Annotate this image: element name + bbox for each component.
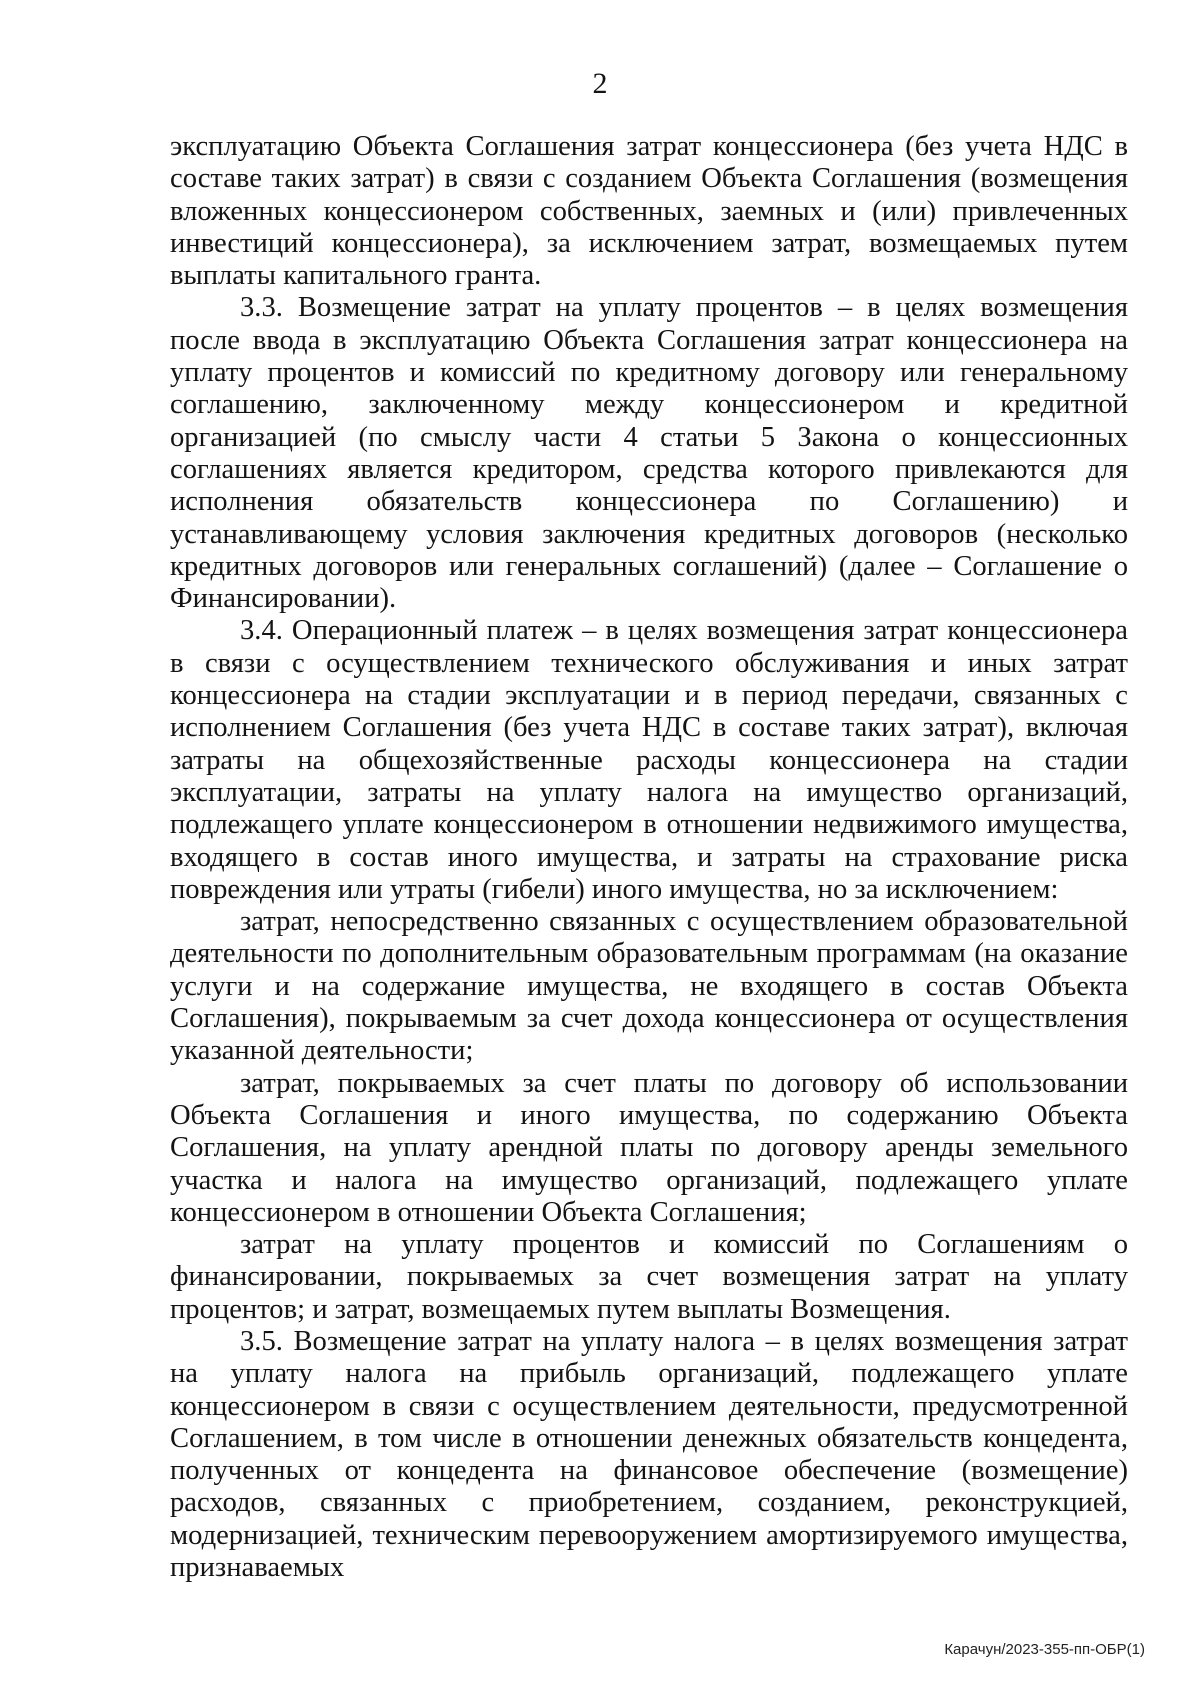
- document-body: [170, 131, 1128, 1584]
- paragraph-continuation: эксплуатацию Объекта Соглашения затрат концессионера (без учета НДС в составе таких затрат) в связи с созданием Объекта Соглашения (возмещения вложенных концессионером собственных, заемных и (или) привлеченных инвестиций концессионера), за исключением затрат, возмещаемых путем выплаты капитального гранта.: [170, 131, 1128, 292]
- paragraph-exception-3: затрат на уплату процентов и комиссий по Соглашениям о финансировании, покрываемых за счет возмещения затрат на уплату процентов; и затрат, возмещаемых путем выплаты Возмещения.: [170, 1229, 1128, 1325]
- document-code: Карачун/2023-355-пп-ОБР(1): [944, 1641, 1145, 1658]
- paragraph-exception-2: затрат, покрываемых за счет платы по договору об использовании Объекта Соглашения и иного имущества, по содержанию Объекта Соглашения, на уплату арендной платы по договору аренды земельного участка и налога на имущество организаций, подлежащего уплате концессионером в отношении Объекта Соглашения;: [170, 1067, 1128, 1228]
- paragraph-3-5: 3.5. Возмещение затрат на уплату налога – в целях возмещения затрат на уплату налога на прибыль организаций, подлежащего уплате концессионером в связи с осуществлением деятельности, предусмотренной Соглашением, в том числе в отношении денежных обязательств концедента, полученных от концедента на финансовое обеспечение (возмещение) расходов, связанных с приобретением, созданием, реконструкцией, модернизацией, техническим перевооружением амортизируемого имущества, признаваемых: [170, 1325, 1128, 1584]
- paragraph-3-4: 3.4. Операционный платеж – в целях возмещения затрат концессионера в связи с осуществлением технического обслуживания и иных затрат концессионера на стадии эксплуатации и в период передачи, связанных с исполнением Соглашения (без учета НДС в составе таких затрат), включая затраты на общехозяйственные расходы концессионера на стадии эксплуатации, затраты на уплату налога на имущество организаций, подлежащего уплате концессионером в отношении недвижимого имущества, входящего в состав иного имущества, и затраты на страхование риска повреждения или утраты (гибели) иного имущества, но за исключением:: [170, 615, 1128, 905]
- paragraph-exception-1: затрат, непосредственно связанных с осуществлением образовательной деятельности по дополнительным образовательным программам (на оказание услуги и на содержание имущества, не входящего в состав Объекта Соглашения), покрываемым за счет дохода концессионера от осуществления указанной деятельности;: [170, 906, 1128, 1067]
- page-number: 2: [592, 67, 608, 100]
- paragraph-3-3: 3.3. Возмещение затрат на уплату процентов – в целях возмещения после ввода в эксплуатацию Объекта Соглашения затрат концессионера на уплату процентов и комиссий по кредитному договору или генеральному соглашению, заключенному между концессионером и кредитной организацией (по смыслу части 4 статьи 5 Закона о концессионных соглашениях является кредитором, средства которого привлекаются для исполнения обязательств концессионера по Соглашению) и устанавливающему условия заключения кредитных договоров (несколько кредитных договоров или генеральных соглашений) (далее – Соглашение о Финансировании).: [170, 292, 1128, 615]
